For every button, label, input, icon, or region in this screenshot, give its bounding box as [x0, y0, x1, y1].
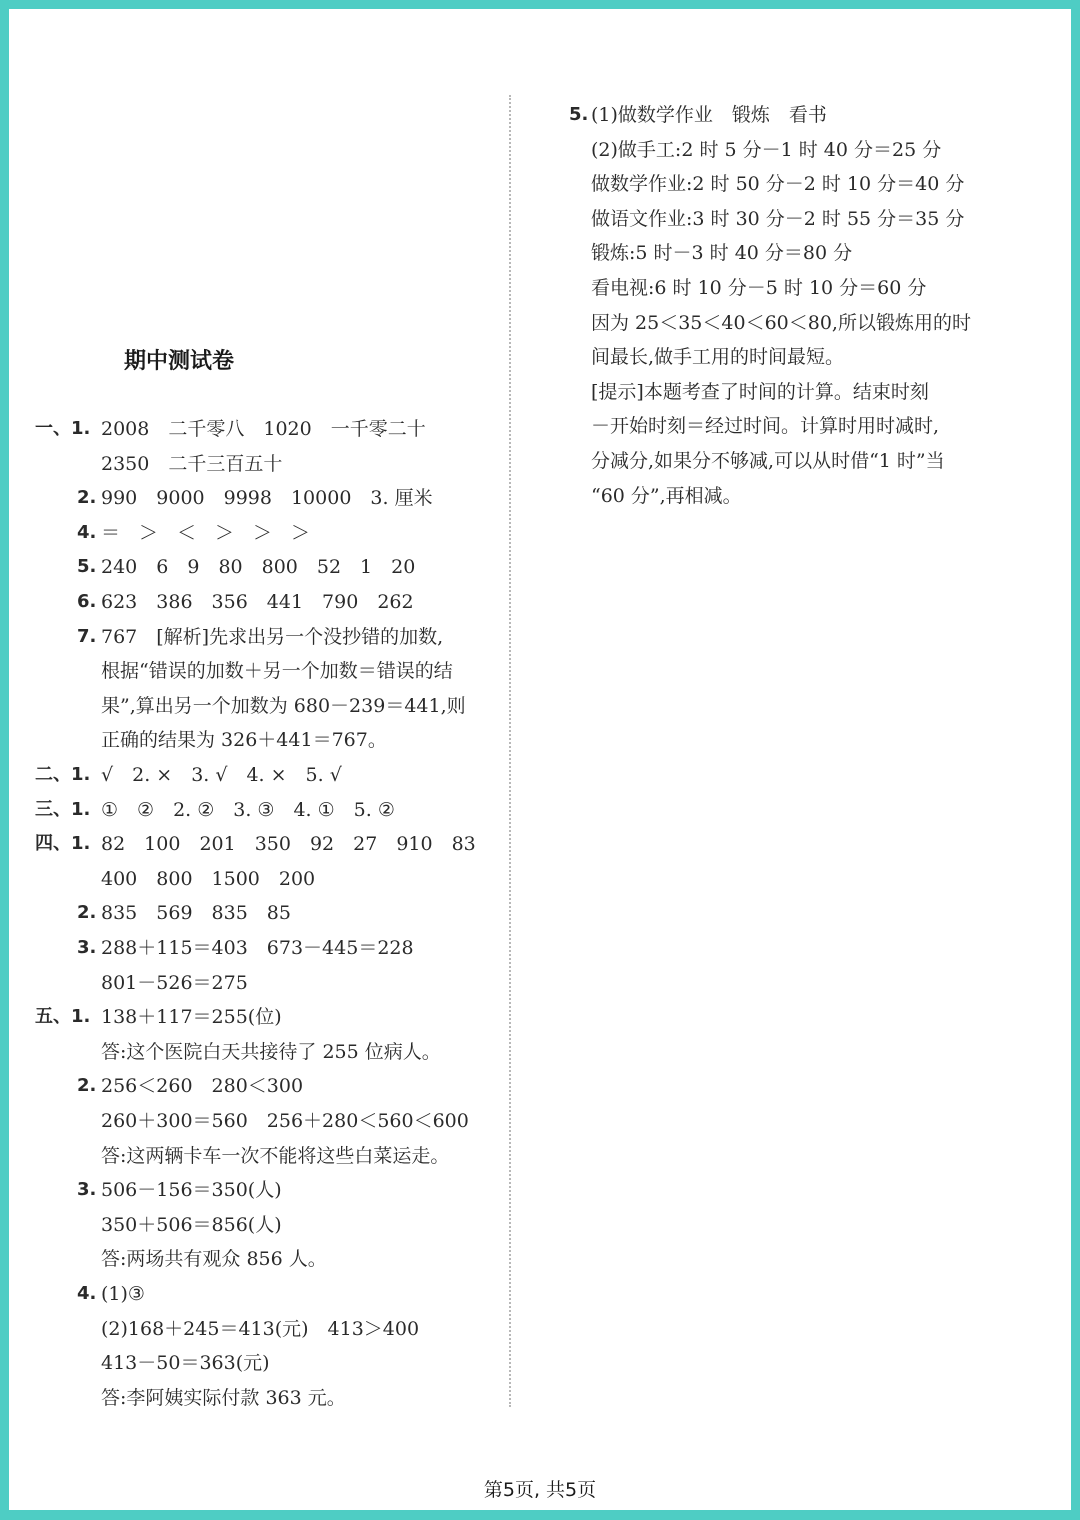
question-number: 7.: [77, 625, 97, 647]
answer-text: 根据“错误的加数＋另一个加数＝错误的结: [101, 660, 453, 683]
answer-text: (1)做数学作业 锻炼 看书: [591, 104, 827, 126]
answer-text: 做语文作业:3 时 30 分－2 时 55 分＝35 分: [591, 207, 965, 230]
answer-text: －开始时刻＝经过时间。计算时用时减时,: [591, 415, 940, 438]
question-number: 2.: [77, 487, 97, 509]
answer-text: 260＋300＝560 256＋280＜560＜600: [101, 1110, 469, 1132]
answer-text: 锻炼:5 时－3 时 40 分＝80 分: [591, 242, 853, 265]
answer-text: 分减分,如果分不够减,可以从时借“1 时”当: [591, 450, 945, 472]
question-number: 二、1.: [35, 764, 91, 785]
answer-text: 623 386 356 441 790 262: [101, 591, 414, 613]
answer-text: 答:两场共有观众 856 人。: [101, 1248, 327, 1271]
answer-text: 看电视:6 时 10 分－5 时 10 分＝60 分: [591, 277, 927, 299]
answer-text: 288＋115＝403 673－445＝228: [101, 937, 414, 959]
answer-text: ＝ ＞ ＜ ＞ ＞ ＞: [101, 521, 311, 544]
question-number: 4.: [77, 1283, 97, 1304]
answer-text: 400 800 1500 200: [101, 867, 316, 890]
answer-text: 138＋117＝255(位): [101, 1006, 282, 1029]
answer-text: 506－156＝350(人): [101, 1179, 282, 1202]
question-number: 3.: [77, 1179, 97, 1201]
question-number: 五、1.: [35, 1006, 91, 1028]
answer-text: 767 [解析]先求出另一个没抄错的加数,: [101, 625, 444, 648]
answer-text: 因为 25＜35＜40＜60＜80,所以锻炼用的时: [591, 311, 971, 334]
answer-text: 256＜260 280＜300: [101, 1075, 304, 1098]
question-number: 2.: [77, 1075, 97, 1097]
answer-text: 答:李阿姨实际付款 363 元。: [101, 1386, 346, 1409]
document-page: [9, 9, 1071, 1510]
question-number: 一、1.: [35, 418, 91, 439]
answer-text: 答:这两辆卡车一次不能将这些白菜运走。: [101, 1144, 450, 1167]
answer-text: 间最长,做手工用的时间最短。: [591, 346, 845, 369]
answer-text: ① ② 2. ② 3. ③ 4. ① 5. ②: [101, 798, 395, 821]
answer-text: √ 2. × 3. √ 4. × 5. √: [101, 764, 342, 786]
answer-text: 801－526＝275: [101, 971, 248, 994]
answer-text: 正确的结果为 326＋441＝767。: [101, 729, 387, 752]
answer-text: 2350 二千三百五十: [101, 452, 283, 475]
answer-text: 835 569 835 85: [101, 902, 291, 925]
question-number: 6.: [77, 591, 97, 612]
question-number: 三、1.: [35, 798, 91, 820]
answer-text: (2)做手工:2 时 5 分－1 时 40 分＝25 分: [591, 138, 942, 161]
answer-text: 82 100 201 350 92 27 910 83: [101, 833, 476, 856]
answer-text: 2008 二千零八 1020 一千零二十: [101, 418, 426, 440]
page-footer: 第5页, 共5页: [483, 1479, 597, 1501]
column-divider: [509, 95, 511, 1407]
answer-text: [提示]本题考查了时间的计算。结束时刻: [591, 380, 929, 403]
question-number: 4.: [77, 521, 97, 543]
answer-text: 413－50＝363(元): [101, 1352, 270, 1375]
answer-text: 990 9000 9998 10000 3. 厘米: [101, 487, 433, 510]
answer-text: 答:这个医院白天共接待了 255 位病人。: [101, 1040, 441, 1063]
answer-text: (2)168＋245＝413(元) 413＞400: [101, 1317, 420, 1340]
question-number: 3.: [77, 937, 97, 958]
answer-text: (1)③: [101, 1283, 145, 1305]
answer-text: 果”,算出另一个加数为 680－239＝441,则: [101, 694, 466, 717]
question-number: 5.: [77, 556, 97, 578]
answer-text: 做数学作业:2 时 50 分－2 时 10 分＝40 分: [591, 173, 965, 196]
answer-text: 350＋506＝856(人): [101, 1213, 282, 1236]
question-number: 四、1.: [35, 833, 91, 855]
page-title: 期中测试卷: [124, 349, 235, 374]
question-number: 5.: [569, 104, 589, 125]
question-number: 2.: [77, 902, 97, 924]
answer-text: 240 6 9 80 800 52 1 20: [101, 556, 416, 579]
answer-text: “60 分”,再相减。: [591, 484, 742, 507]
